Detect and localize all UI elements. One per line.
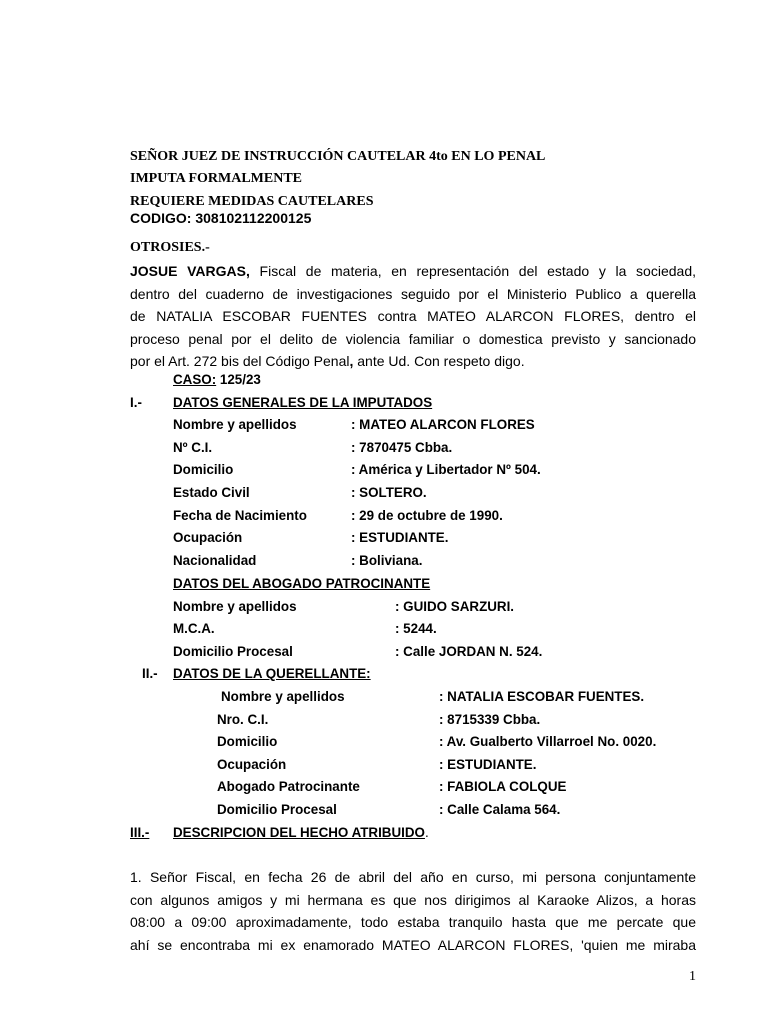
querellante-label-0: Nombre y apellidos [221, 689, 345, 704]
querellante-label-4: Abogado Patrocinante [217, 779, 360, 794]
case-number [173, 372, 261, 387]
facts-line-2: con algunos amigos y mi hermana es que nos dirigimos al Karaoke Alizos, a horas [130, 891, 696, 908]
abogado-label-1: M.C.A. [173, 621, 215, 636]
case-label: CASO: [173, 372, 217, 387]
querellante-label-5: Domicilio Procesal [217, 802, 337, 817]
imputado-label-5: Ocupación [173, 530, 243, 545]
querellante-value-3: : ESTUDIANTE. [439, 757, 537, 772]
section-3-title [173, 825, 429, 840]
imputado-label-4: Fecha de Nacimiento [173, 508, 307, 523]
intro-line-5 [130, 350, 696, 373]
section-2-number: II.- [142, 666, 158, 681]
prosecutor-name: JOSUE VARGAS, [130, 263, 250, 279]
page-number: 1 [689, 969, 696, 984]
intro-line-1 [130, 260, 696, 283]
abogado-value-1: : 5244. [395, 621, 437, 636]
intro-line-1-text: Fiscal de materia, en representación del estado y la sociedad, [249, 263, 696, 279]
imputado-label-6: Nacionalidad [173, 553, 257, 568]
imputado-value-4: : 29 de octubre de 1990. [351, 508, 503, 523]
document-subject-2: REQUIERE MEDIDAS CAUTELARES [130, 194, 374, 209]
facts-paragraph [130, 866, 696, 956]
abogado-value-2: : Calle JORDAN N. 524. [395, 644, 543, 659]
section-1-title: DATOS GENERALES DE LA IMPUTADOS [173, 395, 433, 410]
section-2-title: DATOS DE LA QUERELLANTE: [173, 666, 371, 681]
section-3-title-tail: . [424, 825, 429, 840]
querellante-value-2: : Av. Gualberto Villarroel No. 0020. [439, 734, 657, 749]
imputado-label-1: Nº C.I. [173, 440, 213, 455]
imputado-value-1: : 7870475 Cbba. [351, 440, 453, 455]
intro-line-4: proceso penal por el delito de violencia familiar o domestica previsto y sancionado [130, 330, 696, 347]
querellante-value-0: : NATALIA ESCOBAR FUENTES. [439, 689, 645, 704]
case-value: 125/23 [216, 372, 261, 387]
imputado-label-2: Domicilio [173, 462, 234, 477]
case-code: CODIGO: 308102112200125 [130, 210, 312, 226]
court-addressee: SEÑOR JUEZ DE INSTRUCCIÓN CAUTELAR 4to EN LO PENAL [130, 149, 546, 164]
otrosies-heading: OTROSIES.- [130, 240, 210, 255]
querellante-label-2: Domicilio [217, 734, 278, 749]
imputado-label-3: Estado Civil [173, 485, 250, 500]
abogado-label-2: Domicilio Procesal [173, 644, 293, 659]
imputado-value-6: : Boliviana. [351, 553, 423, 568]
section-1-number: I.- [130, 395, 142, 410]
querellante-value-4: : FABIOLA COLQUE [439, 779, 567, 794]
intro-line-5a: por el Art. 272 bis del Código Penal [130, 353, 350, 370]
imputado-value-3: : SOLTERO. [351, 485, 427, 500]
abogado-value-0: : GUIDO SARZURI. [395, 599, 515, 614]
imputado-value-2: : América y Libertador Nº 504. [351, 462, 541, 477]
imputado-value-0: : MATEO ALARCON FLORES [351, 417, 535, 432]
document-subject-1: IMPUTA FORMALMENTE [130, 171, 303, 186]
intro-paragraph [130, 260, 696, 373]
section-3-title-text: DESCRIPCION DEL HECHO ATRIBUIDO [173, 825, 425, 840]
intro-line-3: de NATALIA ESCOBAR FUENTES contra MATEO ALARCON FLORES, dentro el [130, 308, 696, 325]
section-3-number: III.- [130, 825, 150, 840]
abogado-section-title: DATOS DEL ABOGADO PATROCINANTE [173, 576, 431, 591]
facts-line-3: 08:00 a 09:00 aproximadamente, todo estaba tranquilo hasta que me percate que [130, 914, 696, 931]
abogado-label-0: Nombre y apellidos [173, 599, 297, 614]
querellante-label-3: Ocupación [217, 757, 287, 772]
facts-line-4: ahí se encontraba mi ex enamorado MATEO ALARCON FLORES, 'quien me miraba [130, 936, 696, 953]
intro-line-2: dentro del cuaderno de investigaciones seguido por el Ministerio Publico a querella [130, 285, 696, 302]
intro-line-5c: ante Ud. Con respeto digo. [353, 353, 525, 370]
imputado-value-5: : ESTUDIANTE. [351, 530, 449, 545]
intro-line-5b: , [349, 353, 354, 370]
imputado-label-0: Nombre y apellidos [173, 417, 297, 432]
facts-line-1: 1. Señor Fiscal, en fecha 26 de abril del año en curso, mi persona conjuntamente [130, 869, 696, 885]
querellante-value-1: : 8715339 Cbba. [439, 712, 541, 727]
querellante-label-1: Nro. C.I. [217, 712, 269, 727]
querellante-value-5: : Calle Calama 564. [439, 802, 561, 817]
